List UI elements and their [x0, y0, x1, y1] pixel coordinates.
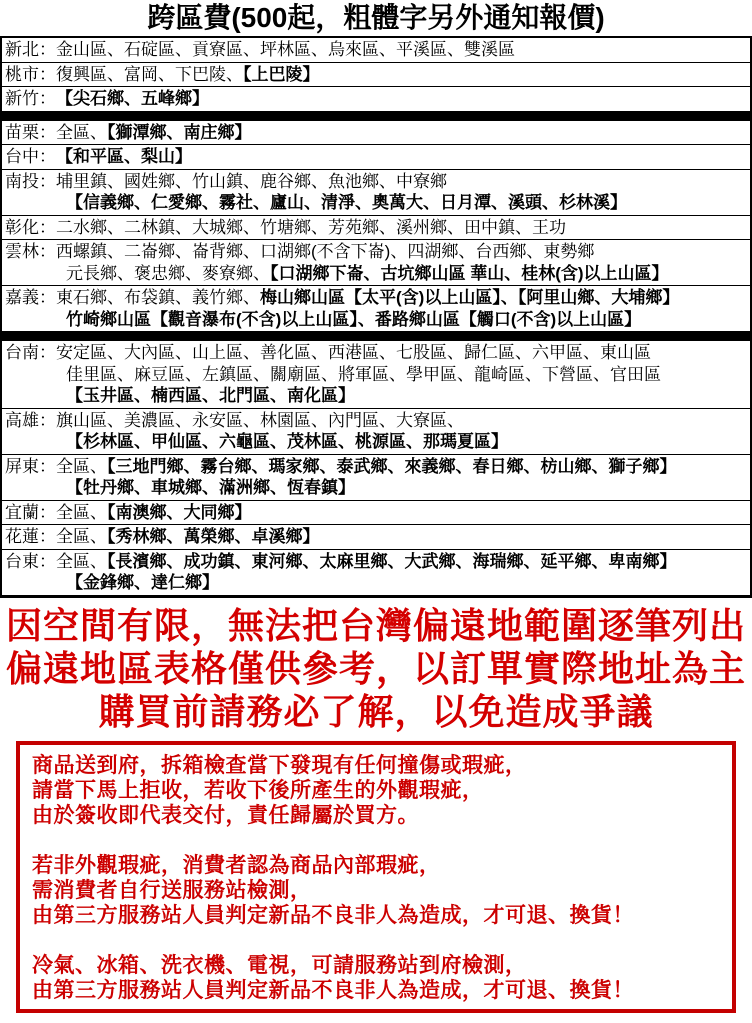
row-text-bold-segment: 【上巴陵】: [243, 64, 320, 84]
row-line: [56, 410, 748, 432]
row-line: [56, 287, 748, 309]
row-text-segment: 金山區、石碇區、貢寮區、坪林區、烏來區、平溪區、雙溪區: [56, 40, 515, 59]
row-label: 台東：: [5, 551, 56, 571]
row-line: [56, 431, 748, 453]
table-row: [2, 121, 750, 146]
row-line: [56, 64, 748, 86]
table-row: [2, 341, 750, 409]
row-line: [56, 572, 748, 594]
row-text-segment: 元長鄉、褒忠鄉、麥寮鄉、: [66, 263, 270, 283]
row-text-segment: 西螺鎮、二崙鄉、崙背鄉、口湖鄉(不含下崙)、四湖鄉、台西鄉、東勢鄉: [56, 242, 595, 261]
row-text-bold-segment: 【長濱鄉、成功鎮、東河鄉、太麻里鄉、大武鄉、海瑞鄉、延平鄉、卑南鄉】: [107, 551, 677, 571]
row-line: [56, 502, 748, 524]
row-content: [56, 146, 748, 168]
section-divider-bar: [2, 112, 750, 121]
row-text-segment: 佳里區、麻豆區、左鎮區、關廟區、將軍區、學甲區、龍崎區、下營區、官田區: [66, 364, 661, 384]
row-text-segment: 全區、: [56, 122, 107, 142]
row-text-segment: 全區、: [56, 551, 107, 571]
row-text-bold-segment: 【秀林鄉、萬榮鄉、卓溪鄉】: [107, 527, 320, 546]
row-line: [56, 309, 748, 331]
row-line: [56, 217, 748, 239]
row-line: [56, 551, 748, 573]
row-line: [56, 263, 748, 285]
warning-line: 若非外觀瑕疵，消費者認為商品內部瑕疵，: [32, 853, 441, 877]
row-text-bold-segment: 【尖石鄉、五峰鄉】: [56, 89, 209, 108]
row-text-bold-segment: 【口湖鄉下崙、古坑鄉山區 華山、桂林(含)以上山區】: [270, 263, 669, 283]
row-content: [56, 64, 748, 86]
row-text-segment: 復興區、富岡、下巴陵、: [56, 64, 243, 84]
row-line: [56, 385, 748, 407]
table-row: [2, 240, 750, 286]
row-text-bold-segment: 【三地門鄉、霧台鄉、瑪家鄉、泰武鄉、來義鄉、春日鄉、枋山鄉、獅子鄉】: [107, 456, 677, 476]
row-text-bold-segment: 【牡丹鄉、車城鄉、滿洲鄉、恆春鎮】: [66, 478, 355, 497]
row-text-segment: 東石鄉、布袋鎮、義竹鄉、: [56, 288, 260, 307]
row-text-segment: 全區、: [56, 456, 107, 476]
warning-paragraph: [32, 853, 720, 928]
row-text-bold-segment: 梅山鄉山區【太平(含)以上山區】、【阿里山鄉、大埔鄉】: [260, 288, 680, 307]
row-label: 嘉義：: [5, 288, 56, 307]
table-row: [2, 38, 750, 63]
row-content: [56, 88, 748, 110]
table-row: [2, 501, 750, 526]
row-text-bold-segment: 【信義鄉、仁愛鄉、霧社、廬山、清淨、奧萬大、日月潭、溪頭、杉林溪】: [66, 193, 627, 212]
row-line: [56, 526, 748, 548]
row-content: [56, 241, 748, 284]
row-text-bold-segment: 【獅潭鄉、南庄鄉】: [107, 122, 252, 142]
row-label: 雲林：: [5, 242, 56, 261]
row-text-bold-segment: 竹崎鄉山區【觀音瀑布(不含)以上山區】、番路鄉山區【觸口(不含)以上山區】: [66, 309, 642, 329]
row-text-segment: 全區、: [56, 502, 107, 522]
row-line: [56, 241, 748, 263]
warning-line: 請當下馬上拒收，若收下後所產生的外觀瑕疵，: [32, 778, 484, 802]
warning-line: 由第三方服務站人員判定新品不良非人為造成，才可退、換貨！: [32, 903, 634, 927]
row-content: [56, 122, 748, 144]
row-content: [56, 456, 748, 499]
row-label: 台中：: [5, 147, 56, 166]
table-row: [2, 286, 750, 332]
row-label: 台南：: [5, 343, 56, 362]
row-text-bold-segment: 【南澳鄉、大同鄉】: [107, 502, 252, 522]
row-label: 桃市：: [5, 64, 56, 84]
row-label: 新北：: [5, 40, 56, 59]
page-title: 跨區費(500起，粗體字另外通知報價): [0, 0, 752, 38]
row-label: 屏東：: [5, 456, 56, 476]
row-text-segment: 埔里鎮、國姓鄉、竹山鎮、鹿谷鄉、魚池鄉、中寮鄉: [56, 171, 447, 191]
table-row: [2, 145, 750, 170]
disclaimer-line: 因空間有限，無法把台灣偏遠地範圍逐筆列出: [5, 604, 746, 646]
row-text-bold-segment: 【杉林區、甲仙區、六龜區、茂林區、桃源區、那瑪夏區】: [66, 432, 508, 451]
row-line: [56, 171, 748, 193]
row-content: [56, 551, 748, 594]
table-row: [2, 87, 750, 112]
row-line: [56, 477, 748, 499]
row-content: [56, 342, 748, 407]
row-text-bold-segment: 【玉井區、楠西區、北門區、南化區】: [66, 386, 355, 405]
row-label: 高雄：: [5, 410, 56, 430]
row-line: [56, 122, 748, 144]
row-content: [56, 410, 748, 453]
row-content: [56, 171, 748, 214]
disclaimer-line: 偏遠地區表格僅供參考，以訂單實際地址為主: [5, 647, 746, 689]
warning-line: 由第三方服務站人員判定新品不良非人為造成，才可退、換貨！: [32, 978, 634, 1002]
remote-area-disclaimer: [0, 598, 752, 733]
table-row: [2, 170, 750, 216]
row-line: [56, 39, 748, 61]
row-text-segment: 安定區、大內區、山上區、善化區、西港區、七股區、歸仁區、六甲區、東山區: [56, 343, 651, 362]
row-line: [56, 342, 748, 364]
row-label: 苗栗：: [5, 122, 56, 142]
row-line: [56, 456, 748, 478]
row-text-segment: 旗山區、美濃區、永安區、林園區、內門區、大寮區、: [56, 410, 464, 430]
row-text-bold-segment: 【金鋒鄉、達仁鄉】: [66, 573, 219, 592]
warning-line: 由於簽收即代表交付，責任歸屬於買方。: [32, 803, 419, 827]
table-row: [2, 550, 750, 595]
row-label: 花蓮：: [5, 527, 56, 546]
warranty-warning-box: [16, 741, 736, 1013]
table-row: [2, 455, 750, 501]
row-content: [56, 526, 748, 548]
warning-paragraph: [32, 953, 720, 1003]
disclaimer-line: 購買前請務必了解，以免造成爭議: [98, 690, 654, 732]
row-content: [56, 39, 748, 61]
row-line: [56, 364, 748, 386]
warning-line: 商品送到府，拆箱檢查當下發現有任何撞傷或瑕疵，: [32, 753, 527, 777]
region-fee-table: [0, 38, 752, 598]
row-text-segment: 二水鄉、二林鎮、大城鄉、竹塘鄉、芳苑鄉、溪州鄉、田中鎮、王功: [56, 217, 566, 237]
table-row: [2, 525, 750, 550]
warning-line: 冷氣、冰箱、洗衣機、電視，可請服務站到府檢測，: [32, 953, 527, 977]
warning-line: 需消費者自行送服務站檢測，: [32, 878, 312, 902]
row-label: 彰化：: [5, 217, 56, 237]
row-label: 南投：: [5, 171, 56, 191]
row-content: [56, 217, 748, 239]
row-content: [56, 287, 748, 330]
row-line: [56, 88, 748, 110]
row-text-bold-segment: 【和平區、梨山】: [56, 147, 192, 166]
row-line: [56, 146, 748, 168]
row-content: [56, 502, 748, 524]
table-row: [2, 63, 750, 88]
row-label: 新竹：: [5, 89, 56, 108]
section-divider-bar: [2, 332, 750, 341]
table-row: [2, 409, 750, 455]
row-line: [56, 192, 748, 214]
row-label: 宜蘭：: [5, 502, 56, 522]
warning-paragraph: [32, 753, 720, 828]
row-text-segment: 全區、: [56, 527, 107, 546]
table-row: [2, 216, 750, 241]
